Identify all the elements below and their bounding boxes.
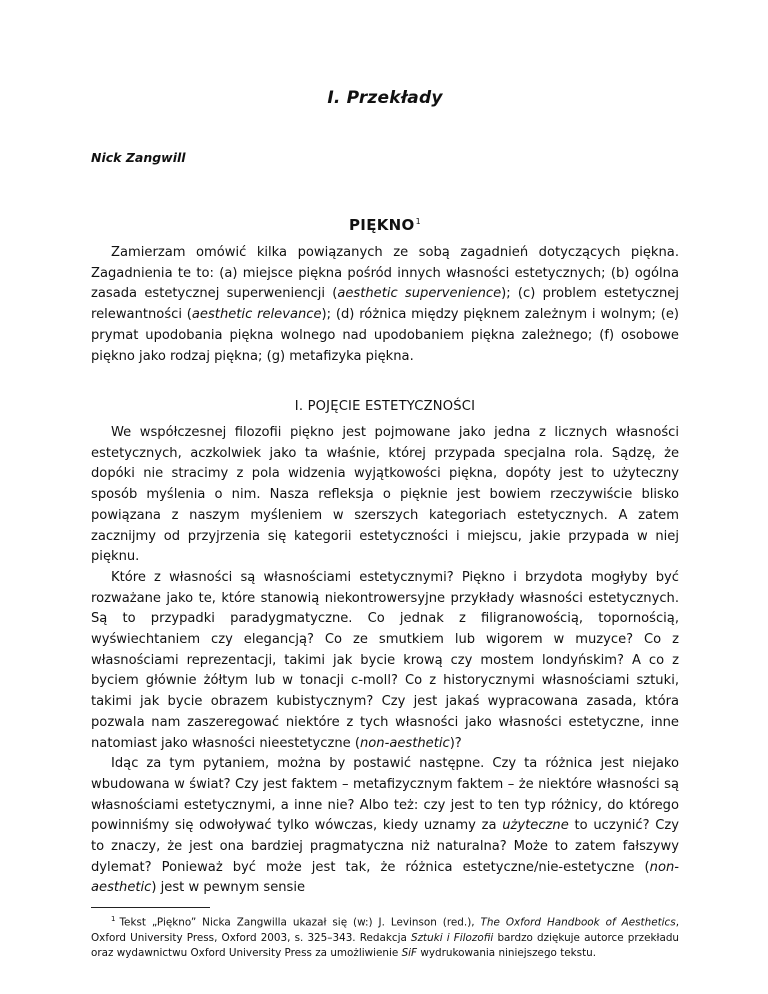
footnote: $^1$ Tekst „Piękno” Nicka Zangwilla ukazał się (w:) J. Levinson (red.), The Oxford Handbook of Aesthetics, Oxford University Press, Oxford 2003, s. 325–343. Redakcja Sztuki i Filozofii bardzo dziękuje autorce przekładu oraz wydawnictwu Oxford University Press za umożliwienie SiF wydrukowania niniejszego tekstu. (91, 915, 680, 960)
footnote-marker: 1 (111, 915, 116, 923)
intro-paragraph: Zamierzam omówić kilka powiązanych ze sobą zagadnień dotyczących piękna. Zagadnienia te to: (a) miejsce piękna pośród innych własności estetycznych; (b) ogólna zasada estetycznej superweniencji (aesthetic supervenience); (c) problem estetycznej relewantności (aesthetic relevance); (d) różnica między pięknem zależnym i wolnym; (e) prymat upodobania piękna wolnego nad upodobaniem piękna zależnego; (f) osobowe piękno jako rodzaj piękna; (g) metafizyka piękna. (91, 245, 680, 364)
paragraph-1: We współczesnej filozofii piękno jest pojmowane jako jedna z licznych własności estetycznych, aczkolwiek jako ta właśnie, której przypada specjalna rola. Sądzę, że dopóki nie stracimy z pola widzenia wyjątkowości piękna, dopóty jest to użyteczny sposób myślenia o nim. Nasza refleksja o pięknie jest bowiem rzeczywiście blisko powiązana z naszym myśleniem w szerszych kategoriach estetycznych. A zatem zacznijmy od przyjrzenia się kategorii estetyczności i miejscu, jakie przypada w niej pięknu. (91, 425, 679, 565)
footnote-divider (91, 907, 210, 908)
article-title-text: PIĘKNO (349, 216, 415, 234)
footnote-ref[interactable]: 1 (415, 217, 421, 226)
paragraph-3: Idąc za tym pytaniem, można by postawić następne. Czy ta różnica jest niejako wbudowana w świat? Czy jest faktem – metafizycznym faktem – że niektóre własności są własnościami estetycznymi, a inne nie? Albo też: czy jest to ten typ różnicy, do którego powinniśmy się odwoływać tylko wówczas, kiedy uznamy za użyteczne to uczynić? Czy to znaczy, że jest ona bardziej pragmatyczna niż naturalna? Może to zatem fałszywy dylemat? Ponieważ być może jest tak, że różnica estetyczne/nie-estetyczne (non-aesthetic) jest w pewnym sensie (91, 756, 679, 896)
section-heading: I. Przekłady (327, 88, 443, 108)
intro-section (91, 243, 679, 367)
article-title (91, 216, 679, 234)
author-name: Nick Zangwill (91, 150, 186, 165)
paragraph-2: Które z własności są własnościami estetycznymi? Piękno i brzydota mogłyby być rozważane jako te, które stanowią niekontrowersyjne przykłady własności estetycznych. Są to przypadki paradygmatyczne. Co jednak z filigranowością, topornością, wyświechtaniem czy elegancją? Co ze smutkiem lub wigorem w muzyce? Co z własnościami reprezentacji, takimi jak bycie krową czy mostem londyńskim? A co z byciem głównie żółtym lub w tonacji c-moll? Co z historycznymi własnościami sztuki, takimi jak bycie obrazem kubistycznym? Czy jest jakaś wypracowana zasada, która pozwala nam zaszeregować niektóre z tych własności jako własności estetyczne, inne natomiast jako własności nieestetyczne (non-aesthetic)? (91, 569, 679, 751)
section-heading-1: I. POJĘCIE ESTETYCZNOŚCI (294, 399, 476, 414)
section-1-body (91, 423, 679, 899)
